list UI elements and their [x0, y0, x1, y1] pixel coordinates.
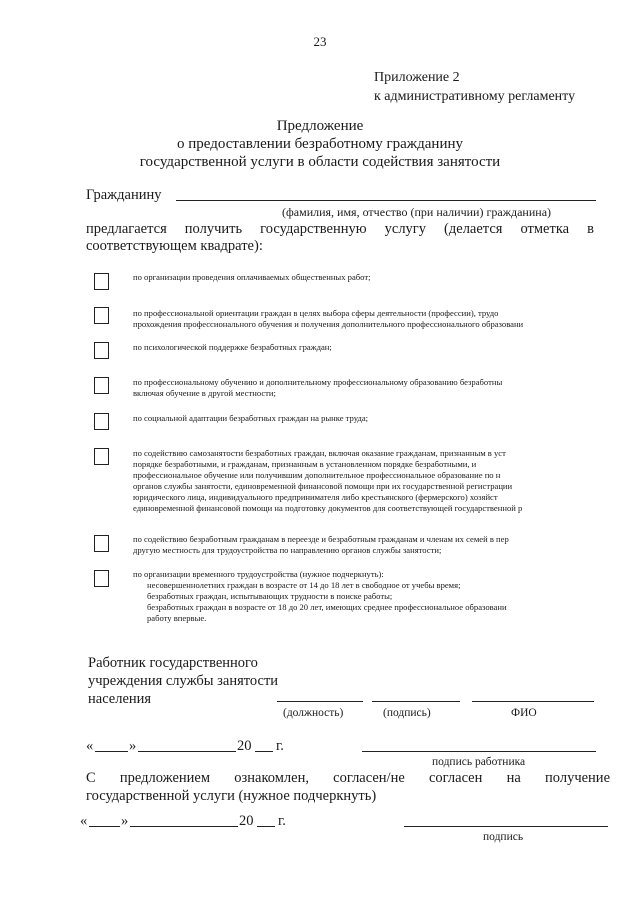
option-text-line: безработных граждан в возрасте от 18 до 20 лет, имеющих среднее профессиональное образовани [147, 602, 507, 612]
option-text-line: по профессиональному обучению и дополнительному профессиональному образованию безработны [133, 377, 503, 387]
ack-line-1: С предложением ознакомлен, согласен/не согласен на получение [86, 770, 610, 786]
option-text-line: по психологической поддержке безработных граждан; [133, 342, 332, 352]
signature-caption: (подпись) [383, 707, 431, 719]
document-title [0, 117, 640, 171]
option-checkbox-self-employment[interactable] [94, 448, 109, 465]
position-caption: (должность) [283, 707, 344, 719]
option-text-line: безработных граждан, испытывающих трудности в поиске работы; [147, 591, 393, 601]
option-checkbox-public-works[interactable] [94, 273, 109, 290]
option-checkbox-social-adaptation[interactable] [94, 413, 109, 430]
option-text-line: по социальной адаптации безработных граждан на рынке труда; [133, 413, 369, 423]
option-relocation [133, 534, 627, 556]
title-line-1: Предложение [276, 118, 364, 134]
option-text-line: порядке безработными, и гражданам, признанным в установленном порядке безработными, и [133, 459, 477, 469]
option-checkbox-psych-support[interactable] [94, 342, 109, 359]
option-text-line: профессиональное обучение или получившим дополнительное профессиональное образование по н [133, 470, 501, 480]
date-year-prefix-2: 20 [239, 813, 254, 829]
option-temporary-employment [133, 569, 627, 624]
date-month-line-2[interactable] [130, 826, 238, 827]
option-text-line: прохождения профессионального обучения и получения дополнительного профессионального образовани [133, 319, 524, 329]
date-month-line-1[interactable] [138, 751, 236, 752]
option-text-line: органов службы занятости, единовременной финансовой помощи при их государственной регистрации [133, 481, 513, 491]
date-year-suffix-2: г. [278, 813, 286, 829]
option-text-line: по организации временного трудоустройства (нужное подчеркнуть): [133, 569, 384, 579]
date-year-line-1[interactable] [255, 751, 273, 752]
date-close-quote-2: » [121, 813, 129, 829]
signature-line[interactable] [372, 701, 460, 702]
option-social-adaptation [133, 413, 627, 424]
option-text-line: работу впервые. [147, 613, 207, 623]
title-line-3: государственной услуги в области содействия занятости [139, 154, 501, 170]
date-close-quote-1: » [129, 738, 137, 754]
option-text-line: по содействию безработным гражданам в переезде и безработным гражданам и членам их семей в пер [133, 534, 509, 544]
worker-signature-caption: подпись работника [432, 756, 526, 768]
option-career-guidance [133, 308, 627, 330]
appendix-header [374, 68, 575, 106]
date-open-quote-1: « [86, 738, 94, 754]
citizen-label: Гражданину [86, 187, 162, 203]
worker-signature-line[interactable] [362, 751, 596, 752]
appendix-line-2: к административному регламенту [374, 89, 576, 104]
option-psych-support [133, 342, 627, 353]
option-text-line: несовершеннолетних граждан в возрасте от 14 до 18 лет в свободное от учебы время; [147, 580, 461, 590]
ack-line-2: государственной услуги (нужное подчеркнуть) [86, 788, 377, 804]
option-text-line: другую местность для трудоустройства по направлению органов службы занятости; [133, 545, 442, 555]
option-text-line: по содействию самозанятости безработных граждан, включая оказание гражданам, признанным в уст [133, 448, 506, 458]
date-day-line-2[interactable] [89, 826, 120, 827]
worker-title: Работник государственного учреждения службы занятости населения [88, 655, 279, 707]
offer-line-2: соответствующем квадрате): [86, 238, 263, 254]
option-vocational-training [133, 377, 627, 399]
appendix-line-1: Приложение 2 [374, 70, 460, 85]
applicant-signature-caption: подпись [483, 831, 524, 843]
page-number: 23 [313, 34, 327, 49]
position-line[interactable] [277, 701, 363, 702]
date-open-quote-2: « [80, 813, 88, 829]
option-text-line: по организации проведения оплачиваемых общественных работ; [133, 272, 371, 282]
option-text-line: юридического лица, индивидуального предпринимателя либо крестьянского (фермерского) хозяйст [133, 492, 498, 502]
date-year-suffix-1: г. [276, 738, 284, 754]
date-year-line-2[interactable] [257, 826, 275, 827]
option-checkbox-career-guidance[interactable] [94, 307, 109, 324]
name-caption: ФИО [511, 707, 537, 719]
option-text-line: единовременной финансовой помощи на подготовку документов для соответствующей государственной р [133, 503, 523, 513]
option-public-works [133, 272, 627, 283]
citizen-name-line[interactable] [176, 200, 596, 201]
option-checkbox-temporary-employment[interactable] [94, 570, 109, 587]
option-checkbox-relocation[interactable] [94, 535, 109, 552]
citizen-caption: (фамилия, имя, отчество (при наличии) гражданина) [282, 205, 552, 219]
date-day-line-1[interactable] [95, 751, 128, 752]
option-text-line: по профессиональной ориентации граждан в целях выбора сферы деятельности (профессии), трудо [133, 308, 499, 318]
name-line[interactable] [472, 701, 594, 702]
option-self-employment [133, 448, 627, 514]
date-year-prefix-1: 20 [237, 738, 252, 754]
option-text-line: включая обучение в другой местности; [133, 388, 276, 398]
offer-line-1: предлагается получить государственную услугу (делается отметка в [86, 221, 594, 237]
title-line-2: о предоставлении безработному гражданину [176, 136, 464, 152]
option-checkbox-vocational-training[interactable] [94, 377, 109, 394]
applicant-signature-line[interactable] [404, 826, 608, 827]
